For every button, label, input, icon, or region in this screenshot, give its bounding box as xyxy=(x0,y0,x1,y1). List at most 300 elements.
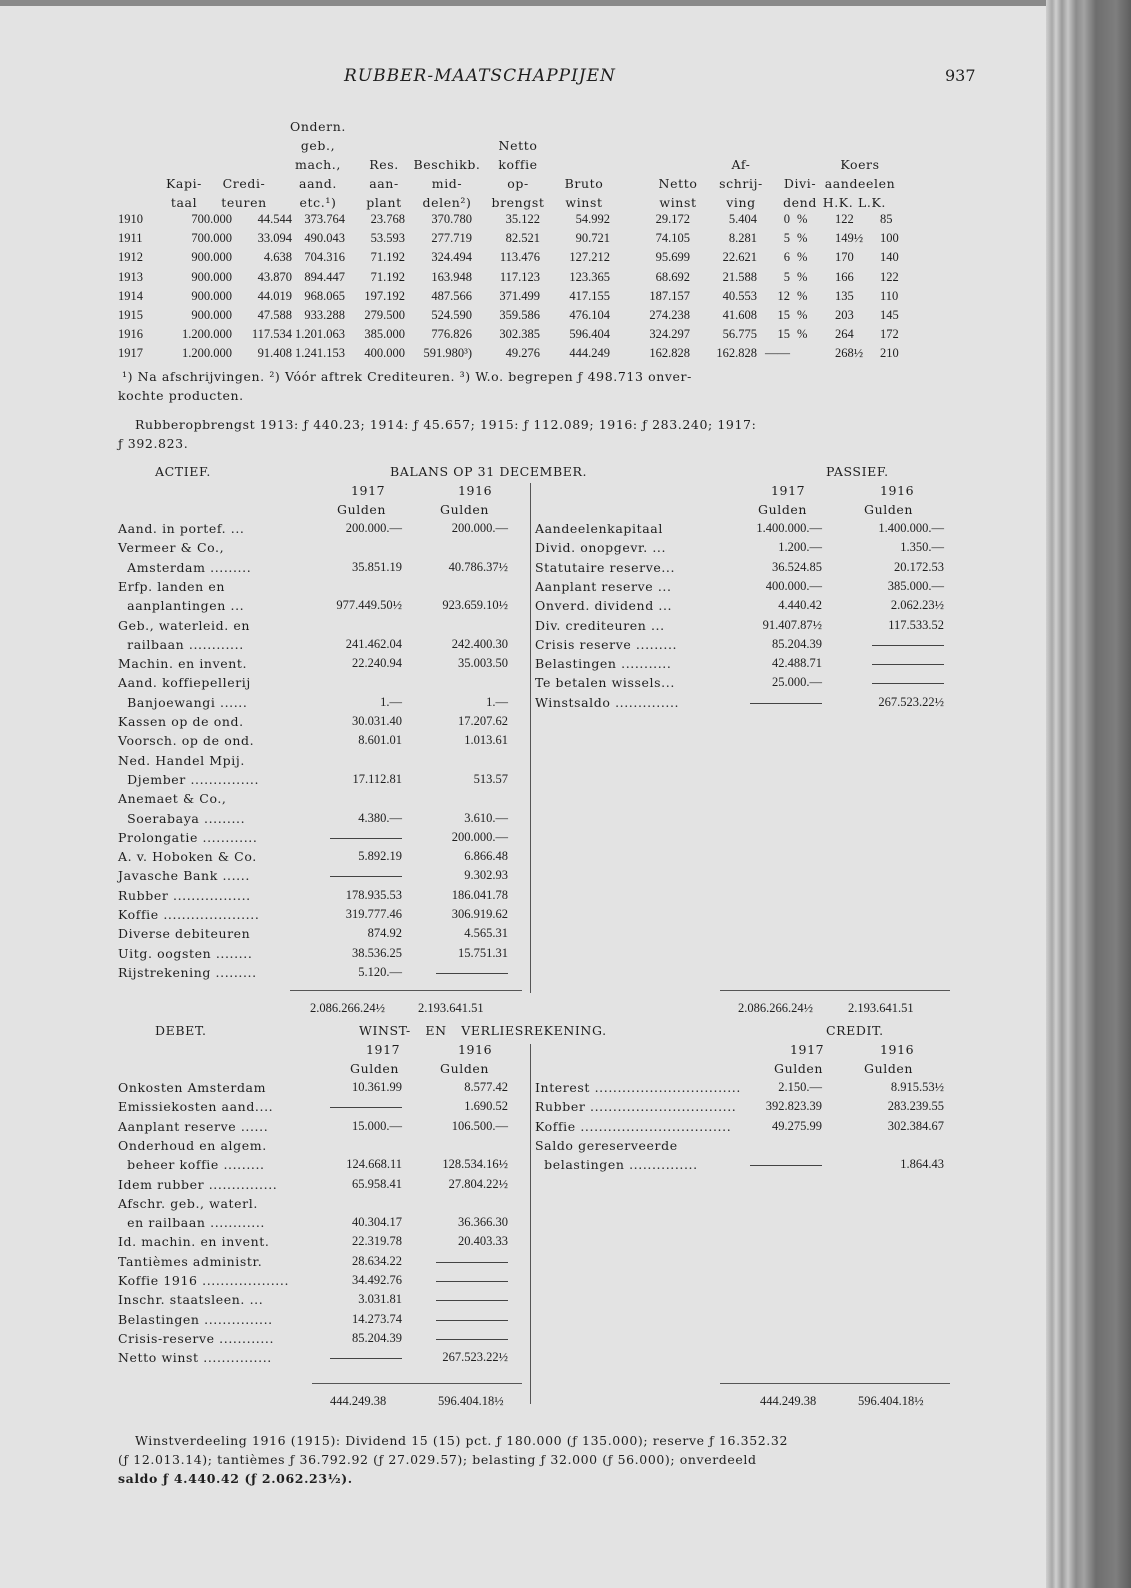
stats-cell-koffie: 49.276 xyxy=(505,346,540,361)
stats-cell-year: 1910 xyxy=(118,212,143,226)
stats-cell-div: 0 xyxy=(783,212,790,226)
wv-unit-1916: Gulden xyxy=(440,1061,490,1076)
stats-cell-crediteuren: 4.638 xyxy=(263,250,292,265)
stats-cell-lk: 85 xyxy=(880,212,893,226)
stats-cell-crediteuren: 33.094 xyxy=(257,231,292,246)
ledger-label: Aand. in portef. ... xyxy=(118,521,245,536)
ledger-value-v1917: 17.112.81 xyxy=(352,771,402,786)
ledger-value-v1917: 5.120.— xyxy=(358,964,402,979)
ledger-value-v1917: 65.958.41 xyxy=(352,1176,402,1191)
stats-cell-koffie: 113.476 xyxy=(499,250,540,265)
ledger-value-v1916: 9.302.93 xyxy=(464,868,508,883)
ledger-label: Belastingen ............... xyxy=(118,1311,273,1327)
stats-cell-ondern: 373.764 xyxy=(304,212,345,226)
stats-cell-lk: 145 xyxy=(880,308,899,322)
ledger-value-v1916: 17.207.62 xyxy=(458,714,508,728)
balans-year-1916: 1916 xyxy=(458,483,493,498)
ledger-value-v1917: 977.449.50½ xyxy=(336,598,402,613)
ledger-label: Onderhoud en algem. xyxy=(118,1137,267,1153)
stats-cell-hk: 149½ xyxy=(835,231,864,246)
stats-cell-afschr: 162.828 xyxy=(716,346,757,361)
stats-column-header: Bruto xyxy=(564,176,604,191)
ledger-label: aanplantingen ... xyxy=(118,598,245,614)
stats-cell-crediteuren: 47.588 xyxy=(257,308,292,322)
stats-cell-res: 53.593 xyxy=(370,231,405,246)
ledger-label: Rubber ................................ xyxy=(535,1099,737,1115)
stats-cell-lk: 100 xyxy=(880,231,899,246)
stats-cell-kapitaal: 1.200.000 xyxy=(182,327,232,342)
stats-cell-year: 1915 xyxy=(118,308,143,322)
stats-cell-afschr: 22.621 xyxy=(722,250,757,265)
ledger-value-v1917: 22.319.78 xyxy=(352,1234,402,1249)
stats-cell-div: 5 xyxy=(783,231,790,246)
stats-column-header: teuren xyxy=(221,195,267,210)
stats-cell-bruto: 123.365 xyxy=(569,269,610,284)
ledger-label: Onkosten Amsterdam xyxy=(118,1080,267,1095)
ledger-value-v1917: 28.634.22 xyxy=(352,1253,402,1268)
stats-column-header: dend xyxy=(783,195,817,210)
stats-cell-beschikb: 591.980³) xyxy=(423,346,472,361)
ledger-label: Prolongatie ............ xyxy=(118,829,258,845)
rubberopbrengst-line-1: Rubberopbrengst 1913: ƒ 440.23; 1914: ƒ 45.657; 1915: ƒ 112.089; 1916: ƒ 283.240; 1917: xyxy=(135,417,757,432)
stats-cell-crediteuren: 91.408 xyxy=(257,346,292,361)
ledger-label: Aand. koffiepellerij xyxy=(118,675,251,691)
stats-column-header: Af- xyxy=(731,157,751,172)
stats-cell-res: 23.768 xyxy=(370,212,405,226)
empty-value-dash xyxy=(436,1281,508,1282)
stats-column-header: mid- xyxy=(431,176,463,191)
footnote-line-1: ¹) Na afschrijvingen. ²) Vóór aftrek Crediteuren. ³) W.o. begrepen ƒ 498.713 onver- xyxy=(122,369,692,384)
empty-value-dash xyxy=(750,1165,822,1166)
ledger-label: Aanplant reserve ...... xyxy=(118,1118,269,1134)
stats-cell-kapitaal: 900.000 xyxy=(191,250,232,265)
ledger-value-v1916: 27.804.22½ xyxy=(448,1176,508,1191)
stats-cell-beschikb: 487.566 xyxy=(431,288,472,303)
ledger-value-v1917: 85.204.39 xyxy=(352,1330,402,1345)
empty-value-dash xyxy=(872,645,944,646)
stats-cell-ondern: 933.288 xyxy=(304,308,345,322)
ledger-label: Te betalen wissels... xyxy=(535,675,675,691)
ledger-value-v1917: 36.524.85 xyxy=(772,559,822,574)
passief-unit-1917: Gulden xyxy=(758,502,808,517)
ledger-value-v1917: 25.000.— xyxy=(772,675,822,690)
footnote-line-2: kochte producten. xyxy=(118,388,244,403)
stats-column-header: etc.¹) xyxy=(299,195,337,210)
ledger-value-v1916: 40.786.37½ xyxy=(448,559,508,574)
ledger-label: Afschr. geb., waterl. xyxy=(118,1195,258,1211)
ledger-label: Djember ............... xyxy=(118,771,260,787)
stats-cell-beschikb: 776.826 xyxy=(431,327,472,342)
debet-total-1917: 444.249.38 xyxy=(330,1394,387,1408)
passief-total-rule xyxy=(720,990,950,991)
ledger-value-v1917: 8.601.01 xyxy=(358,733,402,748)
empty-value-dash xyxy=(750,703,822,704)
ledger-value-v1916: 242.400.30 xyxy=(451,636,508,651)
stats-column-header: H.K. xyxy=(822,195,854,210)
empty-value-dash xyxy=(872,683,944,684)
stats-cell-ondern: 1.241.153 xyxy=(295,346,345,361)
ledger-value-v1916: 923.659.10½ xyxy=(442,598,508,613)
page-top-edge xyxy=(0,0,1046,6)
stats-cell-hk: 268½ xyxy=(835,346,864,361)
ledger-value-v1916: 1.350.— xyxy=(900,540,944,555)
ledger-label: Statutaire reserve... xyxy=(535,559,676,575)
stats-column-header: koffie xyxy=(498,157,538,172)
ledger-label: Vermeer & Co., xyxy=(118,540,225,556)
stats-cell-lk: 140 xyxy=(880,250,899,265)
stats-cell-lk: 122 xyxy=(880,269,899,284)
ledger-value-v1917: 40.304.17 xyxy=(352,1215,402,1230)
ledger-value-v1916: 36.366.30 xyxy=(458,1215,508,1230)
passief-year-1916: 1916 xyxy=(880,483,915,498)
stats-cell-netto: 95.699 xyxy=(655,250,690,265)
ledger-value-v1916: 6.866.48 xyxy=(464,849,508,864)
ledger-value-v1917: 2.150.— xyxy=(778,1080,822,1094)
debet-heading: DEBET. xyxy=(155,1023,207,1038)
ledger-label: Koffie 1916 ................... xyxy=(118,1273,290,1288)
actief-heading: ACTIEF. xyxy=(155,464,211,479)
stats-cell-hk: 122 xyxy=(835,212,854,226)
stats-cell-netto: 187.157 xyxy=(649,288,690,303)
ledger-value-v1917: 30.031.40 xyxy=(352,714,402,728)
ledger-value-v1917: 241.462.04 xyxy=(345,636,402,651)
stats-cell-beschikb: 324.494 xyxy=(431,250,472,265)
stats-cell-bruto: 476.104 xyxy=(569,308,610,322)
credit-heading: CREDIT. xyxy=(826,1023,884,1038)
stats-cell-pct: % xyxy=(797,288,808,303)
stats-cell-bruto: 90.721 xyxy=(575,231,610,246)
empty-value-dash xyxy=(436,1320,508,1321)
balans-divider xyxy=(530,483,531,993)
empty-value-dash xyxy=(330,1358,402,1359)
passief-total-1917: 2.086.266.24½ xyxy=(738,1001,813,1015)
ledger-label: Crisis reserve ......... xyxy=(535,636,678,652)
winstverdeeling-line-1: Winstverdeeling 1916 (1915): Dividend 15 (15) pct. ƒ 180.000 (ƒ 135.000); reserve ƒ 16.352.32 xyxy=(135,1433,788,1448)
ledger-label: Saldo gereserveerde xyxy=(535,1137,678,1153)
ledger-label: Erfp. landen en xyxy=(118,578,226,594)
stats-cell-hk: 170 xyxy=(835,250,854,265)
credit-unit-1916: Gulden xyxy=(864,1061,914,1076)
stats-cell-netto: 162.828 xyxy=(649,346,690,361)
ledger-value-v1917: 392.823.39 xyxy=(765,1099,822,1114)
ledger-label: Voorsch. op de ond. xyxy=(118,733,255,749)
ledger-value-v1916: 1.864.43 xyxy=(900,1157,944,1172)
ledger-value-v1916: 128.534.16½ xyxy=(442,1157,508,1172)
ledger-label: Interest ................................ xyxy=(535,1080,741,1095)
balans-unit-1916: Gulden xyxy=(440,502,490,517)
empty-value-dash xyxy=(872,664,944,665)
ledger-value-v1916: 513.57 xyxy=(473,771,508,786)
ledger-value-v1917: 91.407.87½ xyxy=(762,617,822,632)
ledger-label: Idem rubber ............... xyxy=(118,1176,278,1192)
ledger-value-v1916: 1.— xyxy=(486,694,508,709)
stats-column-header: Netto xyxy=(498,138,538,153)
stats-cell-res: 279.500 xyxy=(364,308,405,322)
ledger-label: Kassen op de ond. xyxy=(118,714,244,729)
stats-cell-koffie: 35.122 xyxy=(505,212,540,226)
ledger-label: Tantièmes administr. xyxy=(118,1253,263,1269)
ledger-value-v1917: 200.000.— xyxy=(345,521,402,535)
ledger-value-v1917: 34.492.76 xyxy=(352,1273,402,1287)
stats-cell-afschr: 41.608 xyxy=(722,308,757,322)
running-header-title: RUBBER-MAATSCHAPPIJEN xyxy=(344,66,616,86)
stats-cell-div: 12 xyxy=(777,288,790,303)
stats-cell-hk: 264 xyxy=(835,327,854,342)
ledger-value-v1916: 283.239.55 xyxy=(887,1099,944,1114)
balans-unit-1917: Gulden xyxy=(337,502,387,517)
balans-title: BALANS OP 31 DECEMBER. xyxy=(390,464,588,479)
ledger-value-v1917: 5.892.19 xyxy=(358,849,402,864)
credit-total-1917: 444.249.38 xyxy=(760,1394,817,1408)
ledger-value-v1916: 3.610.— xyxy=(464,810,508,825)
stats-cell-bruto: 417.155 xyxy=(569,288,610,303)
stats-column-header: Divi- xyxy=(783,176,817,191)
actief-total-1916: 2.193.641.51 xyxy=(418,1001,484,1015)
passief-unit-1916: Gulden xyxy=(864,502,914,517)
stats-column-header: taal xyxy=(170,195,198,210)
stats-column-header: plant xyxy=(366,195,402,210)
stats-cell-afschr: 21.588 xyxy=(722,269,757,284)
stats-cell-kapitaal: 1.200.000 xyxy=(182,346,232,361)
stats-cell-pct: % xyxy=(797,231,808,246)
ledger-value-v1917: 3.031.81 xyxy=(358,1292,402,1307)
empty-value-dash xyxy=(436,1262,508,1263)
ledger-value-v1917: 1.200.— xyxy=(778,540,822,555)
credit-total-1916: 596.404.18½ xyxy=(858,1394,924,1408)
stats-column-header: Netto xyxy=(658,176,698,191)
rubberopbrengst-line-2: ƒ 392.823. xyxy=(118,436,189,451)
ledger-value-v1916: 1.013.61 xyxy=(464,733,508,748)
stats-cell-afschr: 5.404 xyxy=(728,212,757,226)
ledger-value-v1917: 1.400.000.— xyxy=(756,521,822,535)
stats-column-header: op- xyxy=(507,176,529,191)
stats-column-header: Beschikb. xyxy=(413,157,481,172)
stats-cell-netto: 324.297 xyxy=(649,327,690,342)
ledger-label: Aandeelenkapitaal xyxy=(535,521,663,536)
ledger-label: Belastingen ........... xyxy=(535,656,672,672)
ledger-label: Banjoewangi ...... xyxy=(118,694,248,710)
stats-column-header: aan- xyxy=(369,176,399,191)
stats-cell-div: 5 xyxy=(783,269,790,284)
stats-cell-koffie: 359.586 xyxy=(499,308,540,322)
ledger-value-v1916: 8.915.53½ xyxy=(890,1080,944,1094)
ledger-label: Aanplant reserve ... xyxy=(535,578,672,594)
stats-cell-koffie: 82.521 xyxy=(505,231,540,246)
stats-cell-beschikb: 277.719 xyxy=(431,231,472,246)
empty-value-dash xyxy=(436,973,508,974)
stats-cell-div: 15 xyxy=(777,327,790,342)
empty-value-dash xyxy=(436,1339,508,1340)
ledger-value-v1916: 20.172.53 xyxy=(894,559,944,574)
stats-cell-afschr: 56.775 xyxy=(722,327,757,342)
ledger-label: Ned. Handel Mpij. xyxy=(118,752,245,768)
stats-cell-lk: 210 xyxy=(880,346,899,361)
ledger-value-v1917: 4.440.42 xyxy=(778,598,822,613)
credit-total-rule xyxy=(720,1383,950,1384)
ledger-label: Rijstrekening ......... xyxy=(118,964,257,980)
book-binding-edge xyxy=(1046,0,1131,1588)
ledger-label: Koffie ..................... xyxy=(118,907,260,922)
ledger-label: Soerabaya ......... xyxy=(118,810,246,826)
stats-cell-lk: 172 xyxy=(880,327,899,342)
stats-column-header: ving xyxy=(726,195,756,210)
stats-cell-pct: % xyxy=(797,212,808,226)
ledger-value-v1916: 306.919.62 xyxy=(451,907,508,921)
stats-column-header: aand. xyxy=(299,176,337,191)
stats-column-header: mach., xyxy=(295,157,341,172)
ledger-label: Emissiekosten aand.... xyxy=(118,1099,274,1115)
ledger-label: Diverse debiteuren xyxy=(118,926,251,942)
ledger-value-v1916: 385.000.— xyxy=(887,578,944,593)
ledger-value-v1917: 49.275.99 xyxy=(772,1118,822,1133)
stats-cell-netto: 274.238 xyxy=(649,308,690,322)
ledger-value-v1916: 4.565.31 xyxy=(464,926,508,941)
stats-cell-crediteuren: 44.544 xyxy=(257,212,292,226)
ledger-label: Onverd. dividend ... xyxy=(535,598,673,614)
ledger-value-v1917: 319.777.46 xyxy=(345,907,402,921)
stats-cell-pct: % xyxy=(797,250,808,265)
stats-column-header: Kapi- xyxy=(165,176,203,191)
stats-cell-res: 71.192 xyxy=(370,250,405,265)
ledger-value-v1917: 22.240.94 xyxy=(352,656,402,671)
stats-column-header: Koers xyxy=(840,157,880,172)
ledger-label: belastingen ............... xyxy=(535,1157,698,1173)
stats-column-header: Ondern. xyxy=(290,119,346,134)
balans-year-1917: 1917 xyxy=(351,483,386,498)
ledger-label: Id. machin. en invent. xyxy=(118,1234,270,1250)
stats-column-header: winst xyxy=(565,195,603,210)
ledger-value-v1917: 400.000.— xyxy=(765,578,822,593)
ledger-value-v1916: 1.690.52 xyxy=(464,1099,508,1114)
ledger-value-v1916: 267.523.22½ xyxy=(878,694,944,709)
stats-cell-bruto: 444.249 xyxy=(569,346,610,361)
ledger-value-v1916: 35.003.50 xyxy=(458,656,508,671)
ledger-label: Netto winst ............... xyxy=(118,1350,272,1366)
passief-year-1917: 1917 xyxy=(771,483,806,498)
ledger-value-v1916: 106.500.— xyxy=(451,1118,508,1133)
stats-cell-kapitaal: 700.000 xyxy=(191,231,232,246)
ledger-value-v1917: 42.488.71 xyxy=(772,656,822,671)
ledger-label: Amsterdam ......... xyxy=(118,559,252,575)
stats-cell-res: 400.000 xyxy=(364,346,405,361)
ledger-label: beheer koffie ......... xyxy=(118,1157,265,1173)
stats-cell-year: 1916 xyxy=(118,327,143,342)
stats-cell-div: 6 xyxy=(783,250,790,265)
stats-cell-ondern: 894.447 xyxy=(304,269,345,284)
ledger-value-v1917: 874.92 xyxy=(367,926,402,941)
stats-cell-crediteuren: 117.534 xyxy=(251,327,292,342)
ledger-value-v1917: 4.380.— xyxy=(358,810,402,825)
stats-cell-ondern: 1.201.063 xyxy=(295,327,345,342)
ledger-label: Javasche Bank ...... xyxy=(118,868,250,884)
ledger-value-v1916: 15.751.31 xyxy=(458,945,508,960)
stats-cell-kapitaal: 900.000 xyxy=(191,288,232,303)
ledger-value-v1916: 267.523.22½ xyxy=(442,1350,508,1365)
stats-column-header: schrij- xyxy=(719,176,763,191)
stats-cell-bruto: 127.212 xyxy=(569,250,610,265)
ledger-value-v1916: 200.000.— xyxy=(451,521,508,535)
ledger-label: en railbaan ............ xyxy=(118,1215,266,1231)
winst-verlies-title: WINST- EN VERLIESREKENING. xyxy=(359,1023,607,1038)
stats-column-header: geb., xyxy=(300,138,336,153)
ledger-label: Divid. onopgevr. ... xyxy=(535,540,667,556)
ledger-label: A. v. Hoboken & Co. xyxy=(118,849,257,865)
stats-cell-ondern: 704.316 xyxy=(304,250,345,265)
credit-unit-1917: Gulden xyxy=(774,1061,824,1076)
actief-total-1917: 2.086.266.24½ xyxy=(310,1001,385,1015)
stats-cell-div: —— xyxy=(765,346,790,361)
stats-cell-hk: 135 xyxy=(835,288,854,303)
ledger-label: Div. crediteuren ... xyxy=(535,617,665,633)
passief-heading: PASSIEF. xyxy=(826,464,889,479)
stats-cell-beschikb: 163.948 xyxy=(431,269,472,284)
winstverdeeling-line-3: saldo ƒ 4.440.42 (ƒ 2.062.23½). xyxy=(118,1471,353,1486)
stats-cell-res: 71.192 xyxy=(370,269,405,284)
stats-cell-kapitaal: 900.000 xyxy=(191,269,232,284)
winstverdeeling-line-2: (ƒ 12.013.14); tantièmes ƒ 36.792.92 (ƒ 27.029.57); belasting ƒ 32.000 (ƒ 56.000); onverdeeld xyxy=(118,1452,757,1467)
ledger-value-v1916: 8.577.42 xyxy=(464,1080,508,1094)
stats-column-header: Credi- xyxy=(222,176,266,191)
ledger-value-v1917: 10.361.99 xyxy=(352,1080,402,1094)
stats-cell-netto: 68.692 xyxy=(655,269,690,284)
ledger-value-v1916: 200.000.— xyxy=(451,829,508,844)
stats-column-header: delen²) xyxy=(422,195,472,210)
ledger-value-v1916: 186.041.78 xyxy=(451,887,508,902)
wv-year-1916: 1916 xyxy=(458,1042,493,1057)
wv-divider xyxy=(530,1044,531,1404)
wv-unit-1917: Gulden xyxy=(350,1061,400,1076)
stats-cell-year: 1912 xyxy=(118,250,143,265)
stats-cell-bruto: 54.992 xyxy=(575,212,610,226)
stats-cell-crediteuren: 43.870 xyxy=(257,269,292,284)
stats-cell-ondern: 968.065 xyxy=(304,288,345,303)
stats-cell-hk: 166 xyxy=(835,269,854,284)
stats-cell-ondern: 490.043 xyxy=(304,231,345,246)
actief-total-rule xyxy=(290,990,522,991)
stats-column-header: brengst xyxy=(491,195,545,210)
stats-cell-kapitaal: 700.000 xyxy=(191,212,232,226)
stats-cell-beschikb: 524.590 xyxy=(431,308,472,322)
stats-cell-res: 197.192 xyxy=(364,288,405,303)
ledger-label: Anemaet & Co., xyxy=(118,791,227,807)
stats-cell-koffie: 117.123 xyxy=(499,269,540,284)
stats-cell-year: 1911 xyxy=(118,231,143,246)
stats-cell-res: 385.000 xyxy=(364,327,405,342)
stats-cell-beschikb: 370.780 xyxy=(431,212,472,226)
stats-cell-bruto: 596.404 xyxy=(569,327,610,342)
empty-value-dash xyxy=(436,1300,508,1301)
stats-cell-lk: 110 xyxy=(880,288,899,303)
ledger-label: Geb., waterleid. en xyxy=(118,617,251,633)
ledger-value-v1917: 124.668.11 xyxy=(346,1157,402,1172)
ledger-label: Crisis-reserve ............ xyxy=(118,1330,275,1346)
stats-cell-koffie: 302.385 xyxy=(499,327,540,342)
debet-total-1916: 596.404.18½ xyxy=(438,1394,504,1408)
ledger-value-v1916: 302.384.67 xyxy=(887,1118,944,1133)
wv-year-1917: 1917 xyxy=(366,1042,401,1057)
stats-column-header: Res. xyxy=(369,157,399,172)
stats-cell-pct: % xyxy=(797,327,808,342)
stats-cell-year: 1913 xyxy=(118,269,143,284)
stats-cell-pct: % xyxy=(797,308,808,322)
ledger-value-v1916: 1.400.000.— xyxy=(878,521,944,535)
empty-value-dash xyxy=(330,876,402,877)
ledger-label: Inschr. staatsleen. ... xyxy=(118,1292,264,1308)
stats-cell-year: 1917 xyxy=(118,346,143,361)
passief-total-1916: 2.193.641.51 xyxy=(848,1001,914,1015)
stats-column-header: winst xyxy=(659,195,697,210)
ledger-label: Winstsaldo .............. xyxy=(535,694,680,710)
